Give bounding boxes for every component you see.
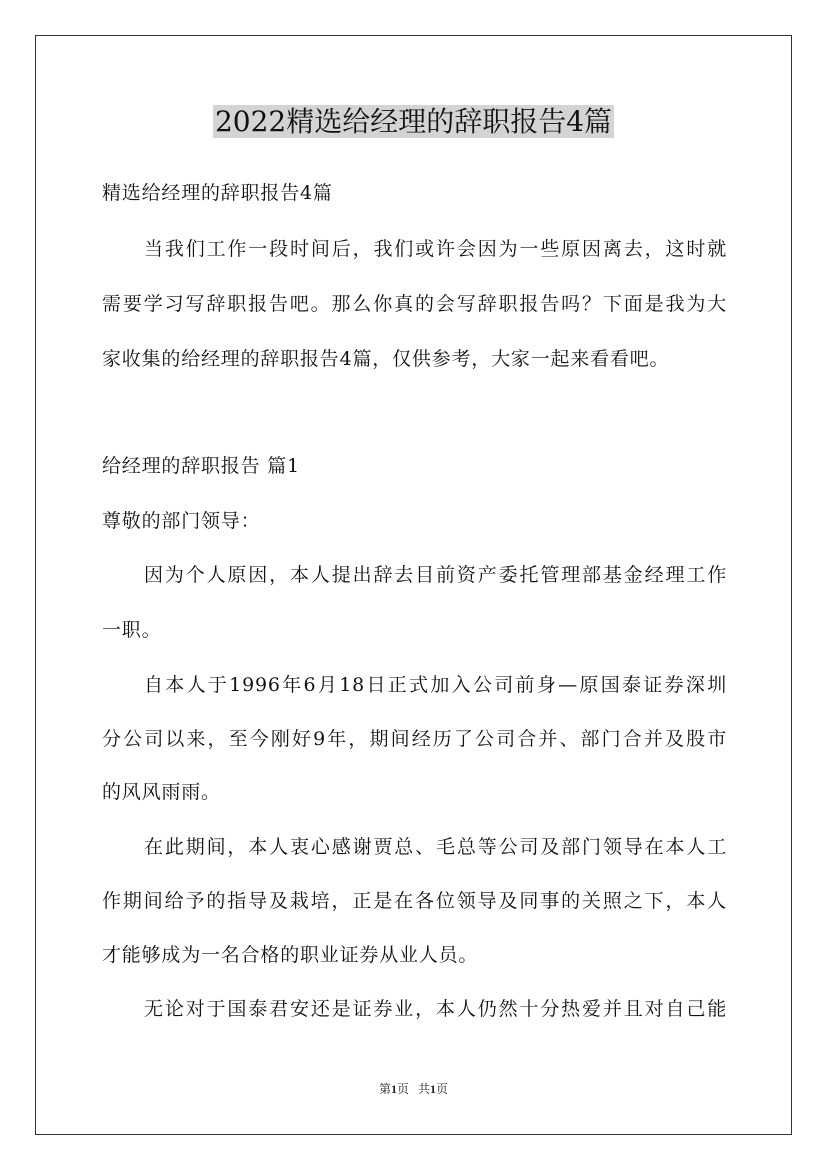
section-heading: 给经理的辞职报告 篇1 <box>102 455 300 477</box>
footer-page-number: 1 <box>390 1082 397 1096</box>
intro-line-2: 需要学习写辞职报告吧。那么你真的会写辞职报告吗？下面是我为大 <box>102 293 727 315</box>
intro-line-1: 当我们工作一段时间后，我们或许会因为一些原因离去，这时就 <box>144 238 727 260</box>
paragraph-1-line-1: 因为个人原因，本人提出辞去目前资产委托管理部基金经理工作 <box>144 564 727 586</box>
paragraph-2-line-1: 自本人于1996年6月18日正式加入公司前身—原国泰证券深圳 <box>144 674 727 696</box>
salutation: 尊敬的部门领导： <box>102 510 261 532</box>
paragraph-4-line-1: 无论对于国泰君安还是证券业，本人仍然十分热爱并且对自己能 <box>144 998 727 1020</box>
footer-total-number: 1 <box>430 1082 437 1096</box>
subtitle-line: 精选给经理的辞职报告4篇 <box>102 182 333 204</box>
intro-line-3: 家收集的给经理的辞职报告4篇，仅供参考，大家一起来看看吧。 <box>102 348 670 370</box>
paragraph-2-line-2: 分公司以来，至今刚好9年，期间经历了公司合并、部门合并及股市 <box>102 728 727 750</box>
paragraph-2-line-3: 的风风雨雨。 <box>102 781 221 803</box>
paragraph-3-line-2: 作期间给予的指导及栽培，正是在各位领导及同事的关照之下，本人 <box>102 890 727 912</box>
paragraph-1-line-2: 一职。 <box>102 619 162 641</box>
paragraph-3-line-3: 才能够成为一名合格的职业证券从业人员。 <box>102 944 479 966</box>
page-footer <box>0 1080 827 1097</box>
footer-total-prefix: 共 <box>418 1082 431 1096</box>
footer-page-prefix: 第 <box>378 1082 391 1096</box>
document-title <box>0 100 827 144</box>
footer-page-suffix: 页 <box>396 1082 409 1096</box>
paragraph-3-line-1: 在此期间，本人衷心感谢贾总、毛总等公司及部门领导在本人工 <box>144 836 727 858</box>
document-title-text: 2022精选给经理的辞职报告4篇 <box>214 105 613 138</box>
footer-total-suffix: 页 <box>436 1082 449 1096</box>
